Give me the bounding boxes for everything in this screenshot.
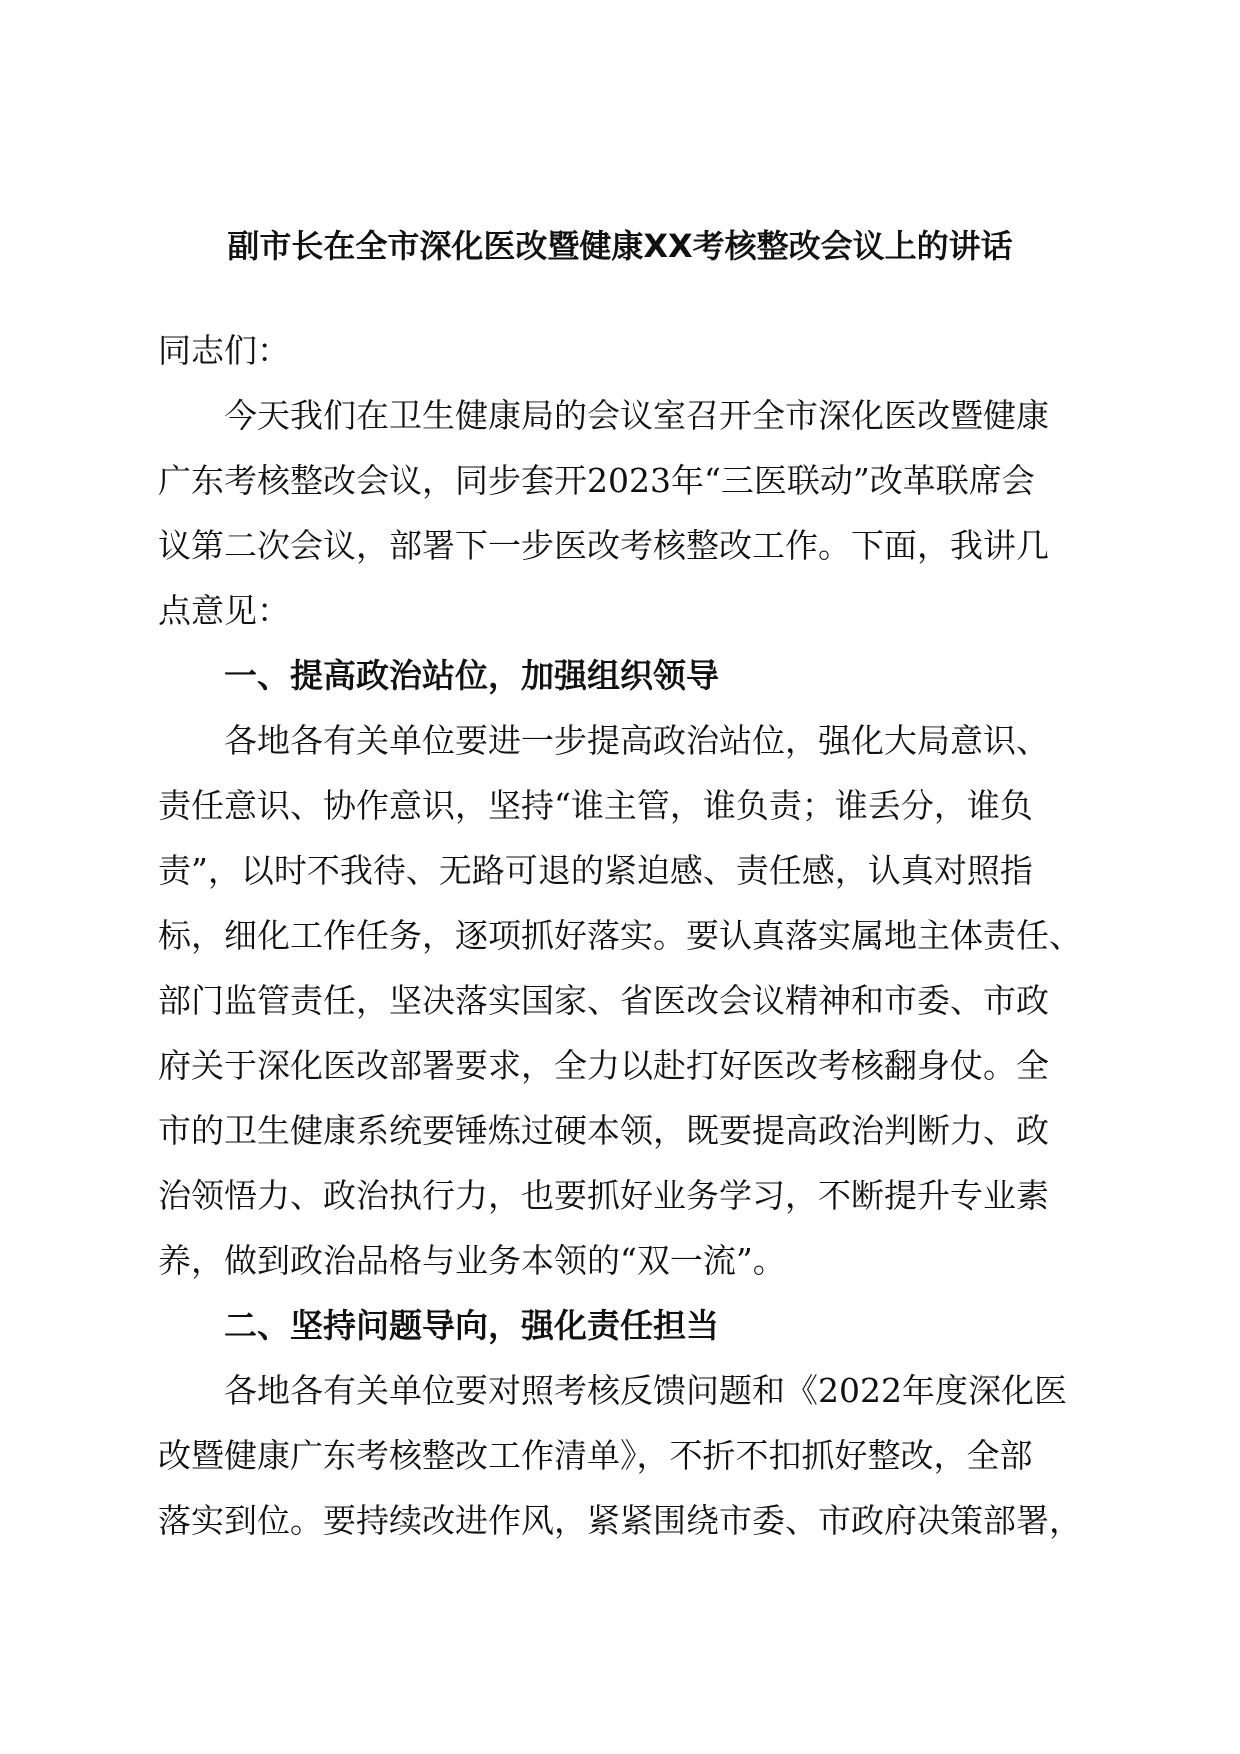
paragraph-line: 府关于深化医改部署要求，全力以赴打好医改考核翻身仗。全 bbox=[158, 1046, 1049, 1085]
document-title: 副市长在全市深化医改暨健康XX考核整改会议上的讲话 bbox=[227, 227, 1013, 265]
paragraph-line: 责任意识、协作意识，坚持“谁主管，谁负责；谁丢分，谁负 bbox=[158, 786, 1033, 825]
paragraph-line: 议第二次会议，部署下一步医改考核整改工作。下面，我讲几 bbox=[158, 526, 1049, 565]
paragraph-line: 广东考核整改会议，同步套开2023年“三医联动”改革联席会 bbox=[158, 461, 1035, 500]
section-heading-1: 一、提高政治站位，加强组织领导 bbox=[224, 656, 719, 695]
paragraph-line: 治领悟力、政治执行力，也要抓好业务学习，不断提升专业素 bbox=[158, 1176, 1049, 1215]
salutation: 同志们： bbox=[158, 331, 290, 370]
paragraph-line: 标，细化工作任务，逐项抓好落实。要认真落实属地主体责任、 bbox=[158, 916, 1082, 955]
paragraph-line: 点意见： bbox=[158, 591, 290, 630]
paragraph-line: 市的卫生健康系统要锤炼过硬本领，既要提高政治判断力、政 bbox=[158, 1111, 1049, 1150]
paragraph-line: 养，做到政治品格与业务本领的“双一流”。 bbox=[158, 1241, 786, 1280]
paragraph-line: 各地各有关单位要进一步提高政治站位，强化大局意识、 bbox=[224, 721, 1049, 760]
paragraph-line: 部门监管责任，坚决落实国家、省医改会议精神和市委、市政 bbox=[158, 981, 1049, 1020]
paragraph-line: 改暨健康广东考核整改工作清单》，不折不扣抓好整改，全部 bbox=[158, 1436, 1033, 1475]
paragraph-line: 各地各有关单位要对照考核反馈问题和《2022年度深化医 bbox=[224, 1371, 1067, 1410]
paragraph-line: 落实到位。要持续改进作风，紧紧围绕市委、市政府决策部署， bbox=[158, 1501, 1082, 1540]
document-body bbox=[158, 318, 1082, 1553]
section-heading-2: 二、坚持问题导向，强化责任担当 bbox=[224, 1306, 719, 1345]
paragraph-line: 今天我们在卫生健康局的会议室召开全市深化医改暨健康 bbox=[224, 396, 1049, 435]
paragraph-line: 责”，以时不我待、无路可退的紧迫感、责任感，认真对照指 bbox=[158, 851, 1033, 890]
